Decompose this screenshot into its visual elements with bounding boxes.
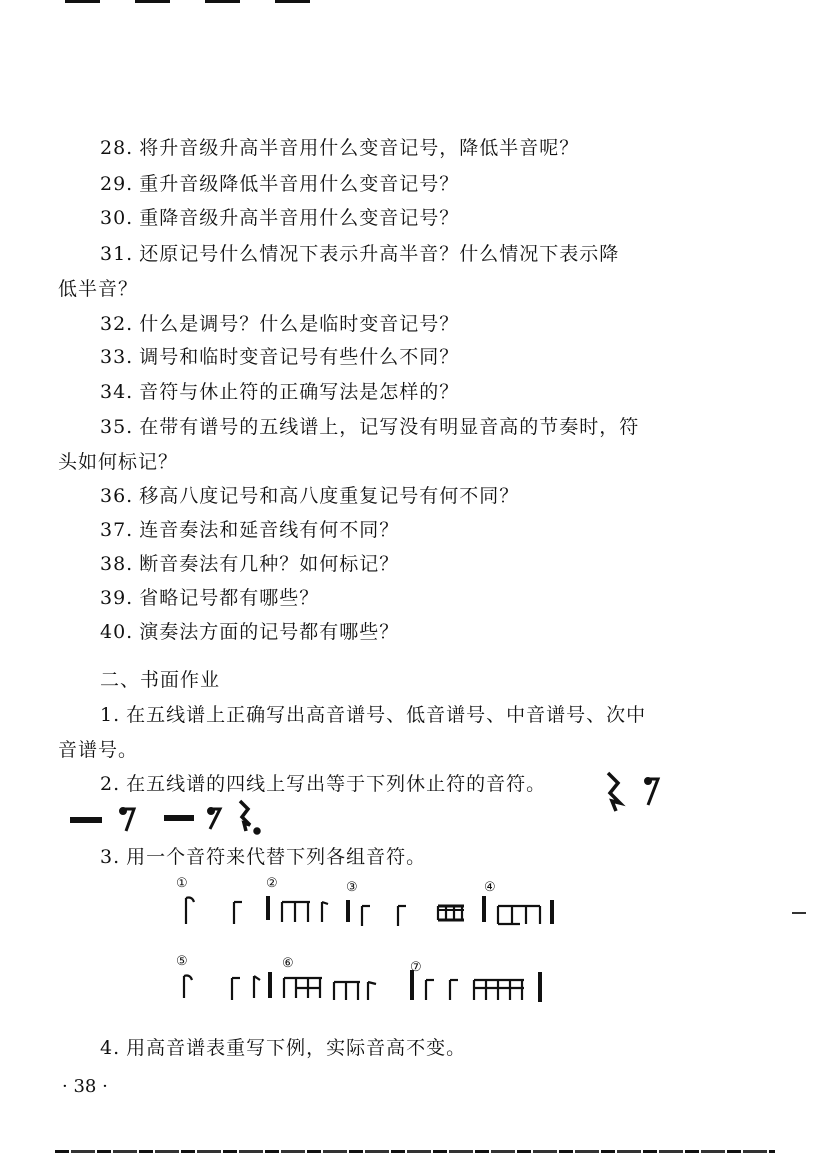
exercise-1: 1. 在五线谱上正确写出高音谱号、低音谱号、中音谱号、次中 xyxy=(100,704,647,726)
exercise-3: 3. 用一个音符来代替下列各组音符。 xyxy=(100,846,427,868)
note-group-2 xyxy=(282,902,328,922)
label-4: ④ xyxy=(484,880,497,895)
bottom-rule xyxy=(55,1150,775,1153)
note-group-1 xyxy=(186,896,268,924)
exercise-2: 2. 在五线谱的四线上写出等于下列休止符的音符。 xyxy=(100,773,547,795)
note-group-3 xyxy=(348,900,406,926)
quarter-rest-icon xyxy=(608,773,620,811)
label-5: ⑤ xyxy=(176,954,189,969)
top-edge-mark xyxy=(65,0,100,3)
half-rest-icon xyxy=(164,815,194,821)
sixteenth-rest-icon xyxy=(209,809,221,830)
rhythm-notation xyxy=(150,880,590,1020)
note-group-5 xyxy=(184,976,260,1001)
question-31-continued: 低半音？ xyxy=(58,278,139,300)
label-7: ⑦ xyxy=(410,960,423,975)
note-group-7 xyxy=(412,970,540,1002)
rest-symbols xyxy=(60,765,700,840)
question-28: 28. 将升音级升高半音用什么变音记号，降低半音呢？ xyxy=(100,137,580,159)
question-33: 33. 调号和临时变音记号有些什么不同？ xyxy=(100,346,460,368)
margin-mark xyxy=(792,912,806,914)
question-35: 35. 在带有谱号的五线谱上，记写没有明显音高的节奏时，符 xyxy=(100,416,640,438)
question-40: 40. 演奏法方面的记号都有哪些？ xyxy=(100,621,400,643)
label-6: ⑥ xyxy=(282,956,295,971)
label-3: ③ xyxy=(346,880,359,895)
eighth-rest-icon xyxy=(121,809,135,832)
question-34: 34. 音符与休止符的正确写法是怎样的？ xyxy=(100,381,460,403)
label-2: ② xyxy=(266,876,279,891)
question-32: 32. 什么是调号？什么是临时变音记号？ xyxy=(100,313,460,335)
page-number: · 38 · xyxy=(62,1076,108,1097)
question-31: 31. 还原记号什么情况下表示升高半音？什么情况下表示降 xyxy=(100,243,620,265)
question-30: 30. 重降音级升高半音用什么变音记号？ xyxy=(100,207,460,229)
question-35-continued: 头如何标记？ xyxy=(58,451,179,473)
label-1: ① xyxy=(176,876,189,891)
note-group-6 xyxy=(270,972,376,1000)
dotted-quarter-rest-icon xyxy=(240,801,259,833)
top-edge-mark xyxy=(205,0,240,3)
question-37: 37. 连音奏法和延音线有何不同？ xyxy=(100,519,400,541)
question-36: 36. 移高八度记号和高八度重复记号有何不同？ xyxy=(100,485,520,507)
note-group-4 xyxy=(438,896,552,924)
section-heading: 二、书面作业 xyxy=(100,669,221,691)
eighth-rest-icon xyxy=(646,779,659,806)
question-29: 29. 重升音级降低半音用什么变音记号？ xyxy=(100,173,460,195)
question-39: 39. 省略记号都有哪些？ xyxy=(100,587,320,609)
exercise-1-continued: 音谱号。 xyxy=(58,739,139,761)
whole-rest-icon xyxy=(70,817,102,823)
exercise-4: 4. 用高音谱表重写下例，实际音高不变。 xyxy=(100,1037,467,1059)
top-edge-mark xyxy=(135,0,170,3)
question-38: 38. 断音奏法有几种？如何标记？ xyxy=(100,553,400,575)
top-edge-mark xyxy=(275,0,310,3)
